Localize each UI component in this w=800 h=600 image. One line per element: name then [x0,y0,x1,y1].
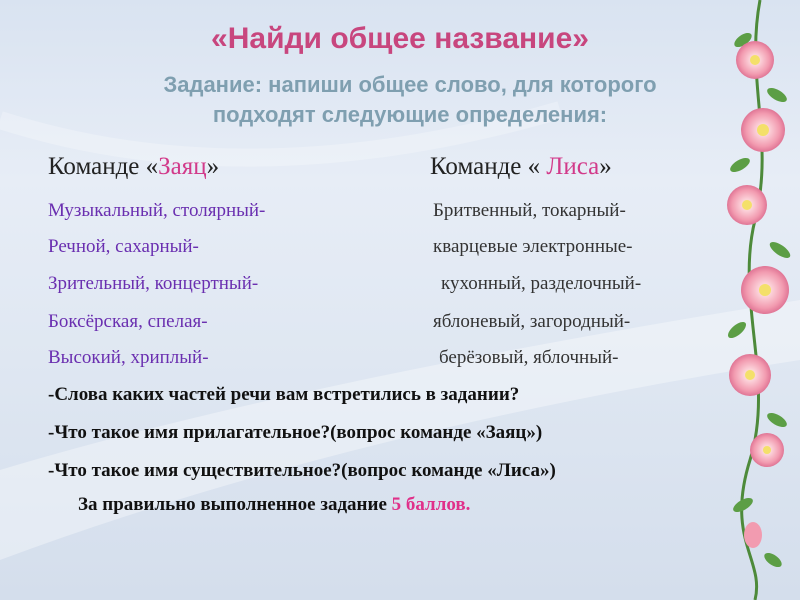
team-prefix: Команде « [430,153,547,180]
team-prefix: Команде « [48,153,159,180]
right-item: яблоневый, загородный- [433,311,631,332]
question-noun: -Что такое имя существительное?(вопрос команде «Лиса») [48,460,556,481]
team-suffix: » [206,153,220,180]
task-line-2: подходят следующие определения: [212,102,608,127]
team-zayats-heading [48,153,219,181]
right-item: кварцевые электронные- [433,236,633,257]
score-points: 5 баллов. [391,494,471,515]
right-item: кухонный, разделочный- [441,273,642,294]
score-note [78,494,470,516]
team-lisa-heading [430,153,612,181]
team-name-zayats: Заяц [158,153,207,180]
question-parts-of-speech: -Слова каких частей речи вам встретились в задании? [48,384,520,405]
right-item: Бритвенный, токарный- [433,200,626,221]
team-name-lisa: Лиса [546,153,600,180]
question-adjective: -Что такое имя прилагательное?(вопрос команде «Заяц») [48,422,543,443]
left-item: Боксёрская, спелая- [48,311,208,332]
task-description [60,70,760,130]
score-text: За правильно выполненное задание [78,494,392,515]
slide-title: «Найди общее название» [211,22,589,55]
rose-garland-decoration [715,0,800,600]
left-item: Высокий, хриплый- [48,347,209,368]
task-line-1: Задание: напиши общее слово, для которого [163,72,657,97]
left-item: Речной, сахарный- [48,236,199,257]
left-item: Музыкальный, столярный- [48,200,266,221]
left-item: Зрительный, концертный- [48,273,259,294]
team-suffix: » [599,153,612,180]
right-item: берёзовый, яблочный- [439,347,619,368]
